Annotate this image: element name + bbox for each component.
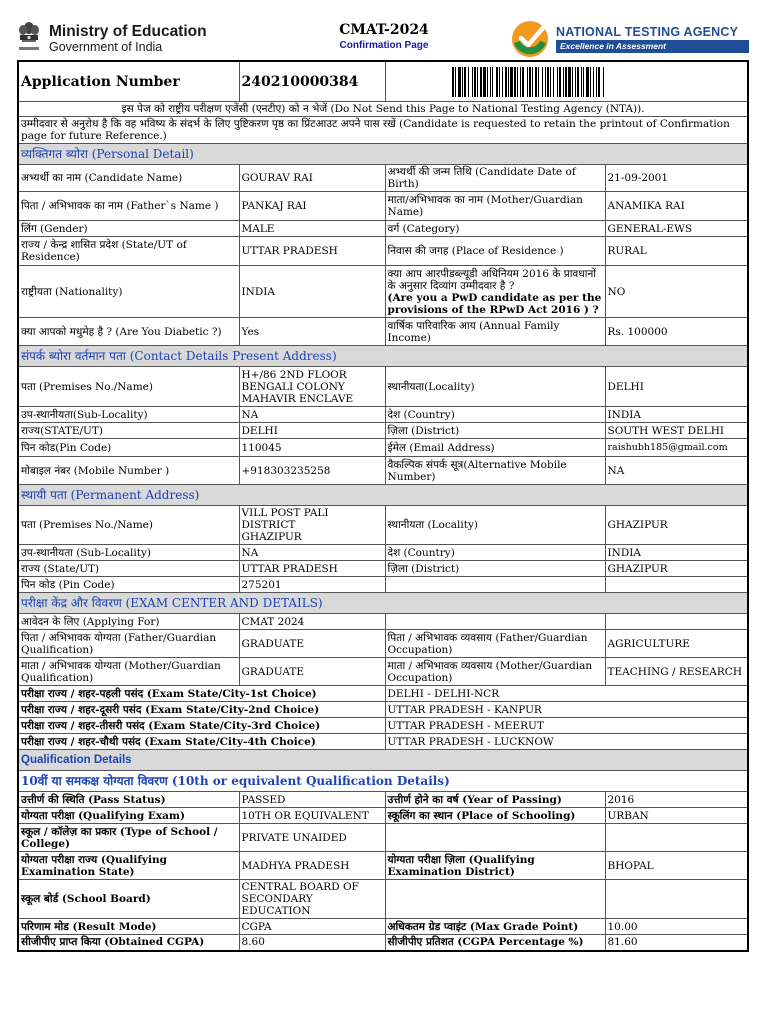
table-row xyxy=(18,658,748,686)
field-label: स्कूल बोर्ड (School Board) xyxy=(18,880,239,919)
field-value: Rs. 100000 xyxy=(605,318,748,346)
table-row xyxy=(18,545,748,561)
field-label: ईमेल (Email Address) xyxy=(385,439,605,457)
field-label: उप-स्थानीयता(Sub-Locality) xyxy=(18,407,239,423)
field-label: परिणाम मोड (Result Mode) xyxy=(18,919,239,935)
field-value: GOURAV RAI xyxy=(239,165,385,192)
table-row xyxy=(18,919,748,935)
field-label: योग्यता परीक्षा राज्य (Qualifying Examination State) xyxy=(18,852,239,880)
note-row xyxy=(18,102,748,117)
table-row xyxy=(18,614,748,630)
field-value: PANKAJ RAI xyxy=(239,192,385,221)
table-row xyxy=(18,266,748,318)
field-value: +918303235258 xyxy=(239,457,385,485)
field-value: DELHI - DELHI-NCR xyxy=(385,686,748,702)
field-value: PRIVATE UNAIDED xyxy=(239,824,385,852)
table-row xyxy=(18,237,748,266)
table-row xyxy=(18,630,748,658)
field-label: अभ्यर्थी की जन्म तिथि (Candidate Date of Birth) xyxy=(385,165,605,192)
field-value: GHAZIPUR xyxy=(605,561,748,577)
barcode-cell xyxy=(385,61,748,102)
field-value: GHAZIPUR xyxy=(605,506,748,545)
field-label: स्कूल / कॉलेज़ का प्रकार (Type of School / College) xyxy=(18,824,239,852)
section-header xyxy=(18,593,748,614)
field-label: परीक्षा राज्य / शहर-चौथी पसंद (Exam State/City-4th Choice) xyxy=(18,734,385,750)
retain-note: उम्मीदवार से अनुरोध है कि वह भविष्य के संदर्भ के लिए पुष्टिकरण पृष्ठ का प्रिंटआउट अपने पास रखें (Candidate is requested to retain the printout of Confirmation page for future Reference.) xyxy=(18,117,748,144)
field-value: URBAN xyxy=(605,808,748,824)
address-line: BENGALI COLONY xyxy=(241,380,345,393)
field-label: उप-स्थानीयता (Sub-Locality) xyxy=(18,545,239,561)
field-label xyxy=(385,266,605,318)
field-label: निवास की जगह (Place of Residence ) xyxy=(385,237,605,266)
empty-cell xyxy=(605,880,748,919)
page-subtitle: Confirmation Page xyxy=(339,40,429,51)
section-contact: संपर्क ब्योरा वर्तमान पता (Contact Details Present Address) xyxy=(18,346,748,367)
field-value: SOUTH WEST DELHI xyxy=(605,423,748,439)
application-number-label: Application Number xyxy=(18,61,239,102)
field-value: UTTAR PRADESH - MEERUT xyxy=(385,718,748,734)
confirmation-table xyxy=(17,60,749,952)
address-line: MAHAVIR ENCLAVE xyxy=(241,392,354,405)
field-value: DELHI xyxy=(605,367,748,407)
field-value: GRADUATE xyxy=(239,630,385,658)
field-value: INDIA xyxy=(605,407,748,423)
field-label: उत्तीर्ण की स्थिति (Pass Status) xyxy=(18,792,239,808)
table-row xyxy=(18,808,748,824)
field-label: राज्य(STATE/UT) xyxy=(18,423,239,439)
application-row xyxy=(18,61,748,102)
field-label: स्थानीयता (Locality) xyxy=(385,506,605,545)
section-qualification: Qualification Details xyxy=(18,750,748,771)
field-value: INDIA xyxy=(605,545,748,561)
section-header xyxy=(18,750,748,771)
table-row xyxy=(18,852,748,880)
table-row xyxy=(18,423,748,439)
field-value: NO xyxy=(605,266,748,318)
field-label: क्या आपको मधुमेह है ? (Are You Diabetic ?) xyxy=(18,318,239,346)
nta-title: NATIONAL TESTING AGENCY xyxy=(556,25,739,39)
field-value: BHOPAL xyxy=(605,852,748,880)
field-value: NA xyxy=(239,545,385,561)
field-value: NA xyxy=(605,457,748,485)
field-value: RURAL xyxy=(605,237,748,266)
field-value: 21-09-2001 xyxy=(605,165,748,192)
empty-cell xyxy=(605,577,748,593)
field-label: पिन कोड(Pin Code) xyxy=(18,439,239,457)
table-row xyxy=(18,506,748,545)
section-header xyxy=(18,771,748,792)
field-label: माता/अभिभावक का नाम (Mother/Guardian Name) xyxy=(385,192,605,221)
field-label: परीक्षा राज्य / शहर-तीसरी पसंद (Exam State/City-3rd Choice) xyxy=(18,718,385,734)
table-row xyxy=(18,367,748,407)
field-label: पता (Premises No./Name) xyxy=(18,367,239,407)
application-number-value: 240210000384 xyxy=(239,61,385,102)
table-row xyxy=(18,686,748,702)
exam-title: CMAT-2024 xyxy=(339,22,429,38)
field-value: UTTAR PRADESH - LUCKNOW xyxy=(385,734,748,750)
field-value: GENERAL-EWS xyxy=(605,221,748,237)
field-value: CMAT 2024 xyxy=(239,614,385,630)
field-label: वैकल्पिक संपर्क सूत्र(Alternative Mobile Number) xyxy=(385,457,605,485)
field-label: पिता / अभिभावक का नाम (Father`s Name ) xyxy=(18,192,239,221)
table-row xyxy=(18,407,748,423)
field-label: देश (Country) xyxy=(385,545,605,561)
field-label: वर्ग (Category) xyxy=(385,221,605,237)
pwd-label-english: (Are you a PwD candidate as per the provisions of the RPwD Act 2016 ) ? xyxy=(387,291,602,316)
field-label: उत्तीर्ण होने का वर्ष (Year of Passing) xyxy=(385,792,605,808)
field-label: माता / अभिभावक योग्यता (Mother/Guardian Qualification) xyxy=(18,658,239,686)
field-value: 10TH OR EQUIVALENT xyxy=(239,808,385,824)
field-value: 8.60 xyxy=(239,935,385,951)
table-row xyxy=(18,880,748,919)
pwd-label-hindi: क्या आप आरपीडब्ल्यूडी अधिनियम 2016 के प्रावधानों के अनुसार दिव्यांग उम्मीदवार है ? xyxy=(387,267,596,292)
section-exam-center: परीक्षा केंद्र और विवरण (EXAM CENTER AND DETAILS) xyxy=(18,593,748,614)
section-header xyxy=(18,346,748,367)
field-value: Yes xyxy=(239,318,385,346)
field-value: AGRICULTURE xyxy=(605,630,748,658)
section-personal: व्यक्तिगत ब्योरा (Personal Detail) xyxy=(18,144,748,165)
field-value: TEACHING / RESEARCH xyxy=(605,658,748,686)
table-row xyxy=(18,702,748,718)
field-label: आवेदन के लिए (Applying For) xyxy=(18,614,239,630)
table-row xyxy=(18,577,748,593)
field-label: अधिकतम ग्रेड प्वाइंट (Max Grade Point) xyxy=(385,919,605,935)
field-label: पिता / अभिभावक व्यवसाय (Father/Guardian Occupation) xyxy=(385,630,605,658)
field-value: GRADUATE xyxy=(239,658,385,686)
section-header xyxy=(18,144,748,165)
board-line: CENTRAL BOARD OF xyxy=(241,881,359,893)
nta-logo-icon xyxy=(510,19,550,59)
field-value: 81.60 xyxy=(605,935,748,951)
board-line: SECONDARY EDUCATION xyxy=(241,893,313,917)
section-permanent: स्थायी पता (Permanent Address) xyxy=(18,485,748,506)
empty-cell xyxy=(385,880,605,919)
section-header xyxy=(18,485,748,506)
address-line: GHAZIPUR xyxy=(241,531,302,543)
table-row xyxy=(18,734,748,750)
field-value: NA xyxy=(239,407,385,423)
empty-cell xyxy=(605,614,748,630)
field-label: स्कूलिंग का स्थान (Place of Schooling) xyxy=(385,808,605,824)
field-label: सीजीपीए प्रतिशत (CGPA Percentage %) xyxy=(385,935,605,951)
address-line: H+/86 2ND FLOOR xyxy=(241,368,347,381)
table-row xyxy=(18,935,748,951)
nta-tagline: Excellence in Assessment xyxy=(556,40,749,53)
empty-cell xyxy=(385,614,605,630)
address-line: VILL POST PALI DISTRICT xyxy=(241,507,329,531)
field-label: मोबाइल नंबर (Mobile Number ) xyxy=(18,457,239,485)
ministry-subtitle: Government of India xyxy=(49,40,163,54)
field-label: अभ्यर्थी का नाम (Candidate Name) xyxy=(18,165,239,192)
table-row xyxy=(18,221,748,237)
field-label: पता (Premises No./Name) xyxy=(18,506,239,545)
field-value: INDIA xyxy=(239,266,385,318)
field-value: 110045 xyxy=(239,439,385,457)
table-row xyxy=(18,824,748,852)
confirmation-document xyxy=(17,60,747,952)
field-value: 2016 xyxy=(605,792,748,808)
table-row xyxy=(18,718,748,734)
note-row xyxy=(18,117,748,144)
field-value: DELHI xyxy=(239,423,385,439)
field-label: लिंग (Gender) xyxy=(18,221,239,237)
field-value: MALE xyxy=(239,221,385,237)
ministry-title: Ministry of Education xyxy=(49,23,207,40)
field-label: पिता / अभिभावक योग्यता (Father/Guardian Qualification) xyxy=(18,630,239,658)
table-row xyxy=(18,792,748,808)
field-label: योग्यता परीक्षा (Qualifying Exam) xyxy=(18,808,239,824)
field-value: ANAMIKA RAI xyxy=(605,192,748,221)
field-value xyxy=(239,880,385,919)
field-label: ज़िला (District) xyxy=(385,561,605,577)
field-value xyxy=(239,367,385,407)
field-value: raishubh185@gmail.com xyxy=(605,439,748,457)
field-value: UTTAR PRADESH xyxy=(239,237,385,266)
field-label: राष्ट्रीयता (Nationality) xyxy=(18,266,239,318)
field-label: पिन कोड (Pin Code) xyxy=(18,577,239,593)
field-value: MADHYA PRADESH xyxy=(239,852,385,880)
field-value: PASSED xyxy=(239,792,385,808)
table-row xyxy=(18,192,748,221)
field-label: ज़िला (District) xyxy=(385,423,605,439)
table-row xyxy=(18,561,748,577)
field-label: परीक्षा राज्य / शहर-पहली पसंद (Exam State/City-1st Choice) xyxy=(18,686,385,702)
field-label: माता / अभिभावक व्यवसाय (Mother/Guardian Occupation) xyxy=(385,658,605,686)
field-label: स्थानीयता(Locality) xyxy=(385,367,605,407)
field-value: UTTAR PRADESH - KANPUR xyxy=(385,702,748,718)
empty-cell xyxy=(385,577,605,593)
field-label: वार्षिक पारिवारिक आय (Annual Family Income) xyxy=(385,318,605,346)
section-tenth: 10वीं या समकक्ष योग्यता विवरण (10th or equivalent Qualification Details) xyxy=(18,771,748,792)
do-not-send-note: इस पेज को राष्ट्रीय परीक्षण एजेंसी (एनटीए) को न भेजें (Do Not Send this Page to National Testing Agency (NTA)). xyxy=(18,102,748,117)
empty-cell xyxy=(385,824,605,852)
field-label: सीजीपीए प्राप्त किया (Obtained CGPA) xyxy=(18,935,239,951)
table-row xyxy=(18,457,748,485)
barcode-icon xyxy=(452,67,746,97)
field-value xyxy=(239,506,385,545)
table-row xyxy=(18,318,748,346)
field-label: देश (Country) xyxy=(385,407,605,423)
table-row xyxy=(18,439,748,457)
field-value: 10.00 xyxy=(605,919,748,935)
field-label: राज्य (State/UT) xyxy=(18,561,239,577)
empty-cell xyxy=(605,824,748,852)
field-value: CGPA xyxy=(239,919,385,935)
field-value: 275201 xyxy=(239,577,385,593)
field-label: राज्य / केन्द्र शासित प्रदेश (State/UT of Residence) xyxy=(18,237,239,266)
field-label: परीक्षा राज्य / शहर-दूसरी पसंद (Exam State/City-2nd Choice) xyxy=(18,702,385,718)
field-value: UTTAR PRADESH xyxy=(239,561,385,577)
table-row xyxy=(18,165,748,192)
field-label: योग्यता परीक्षा ज़िला (Qualifying Examination District) xyxy=(385,852,605,880)
page-header xyxy=(0,0,768,60)
